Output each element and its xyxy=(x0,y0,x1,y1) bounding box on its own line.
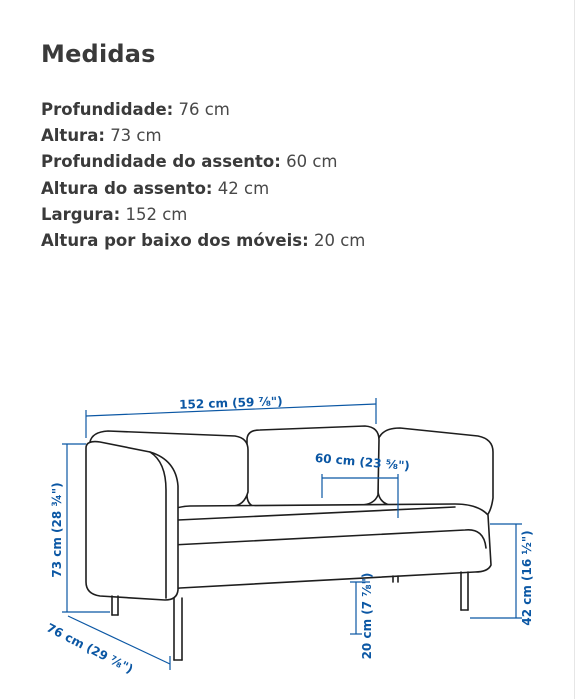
dimension-label: Altura: xyxy=(41,126,105,146)
dimension-value: 152 cm xyxy=(125,204,188,224)
dimension-label: Altura por baixo dos móveis: xyxy=(41,230,309,250)
dimension-row xyxy=(41,123,365,149)
dimension-value: 20 cm xyxy=(313,230,366,250)
seat-depth-measurement-label: 60 cm (23 ⅝") xyxy=(314,450,411,474)
dimension-label: Profundidade: xyxy=(41,100,174,119)
dimension-value: 60 cm xyxy=(286,152,338,172)
dimension-value: 42 cm xyxy=(217,178,270,198)
sofa-left-arm xyxy=(86,442,178,600)
dimension-value: 76 cm xyxy=(178,100,230,119)
height-measurement-label: 73 cm (28 ¾") xyxy=(50,482,64,578)
dimension-label: Largura: xyxy=(41,204,121,224)
width-measurement-label: 152 cm (59 ⅞") xyxy=(178,394,283,412)
dimension-value: 73 cm xyxy=(110,126,162,146)
dimension-row xyxy=(41,176,365,202)
dimension-row xyxy=(41,149,365,175)
seat-height-measurement-label: 42 cm (16 ½") xyxy=(520,530,534,626)
dimension-label: Profundidade do assento: xyxy=(41,152,281,172)
dimension-row xyxy=(41,202,365,228)
under-height-measurement-label: 20 cm (7 ⅞") xyxy=(360,572,374,660)
section-title: Medidas xyxy=(41,40,156,68)
dimensions-list xyxy=(41,97,365,254)
sofa-seat xyxy=(165,504,491,588)
sofa-drawing xyxy=(86,426,493,660)
sofa-dimension-illustration xyxy=(0,380,575,699)
dimension-label: Altura do assento: xyxy=(41,178,213,198)
depth-measurement-label: 76 cm (29 ⅞") xyxy=(44,620,136,677)
dimension-row xyxy=(41,97,365,123)
dimension-row xyxy=(41,228,365,254)
